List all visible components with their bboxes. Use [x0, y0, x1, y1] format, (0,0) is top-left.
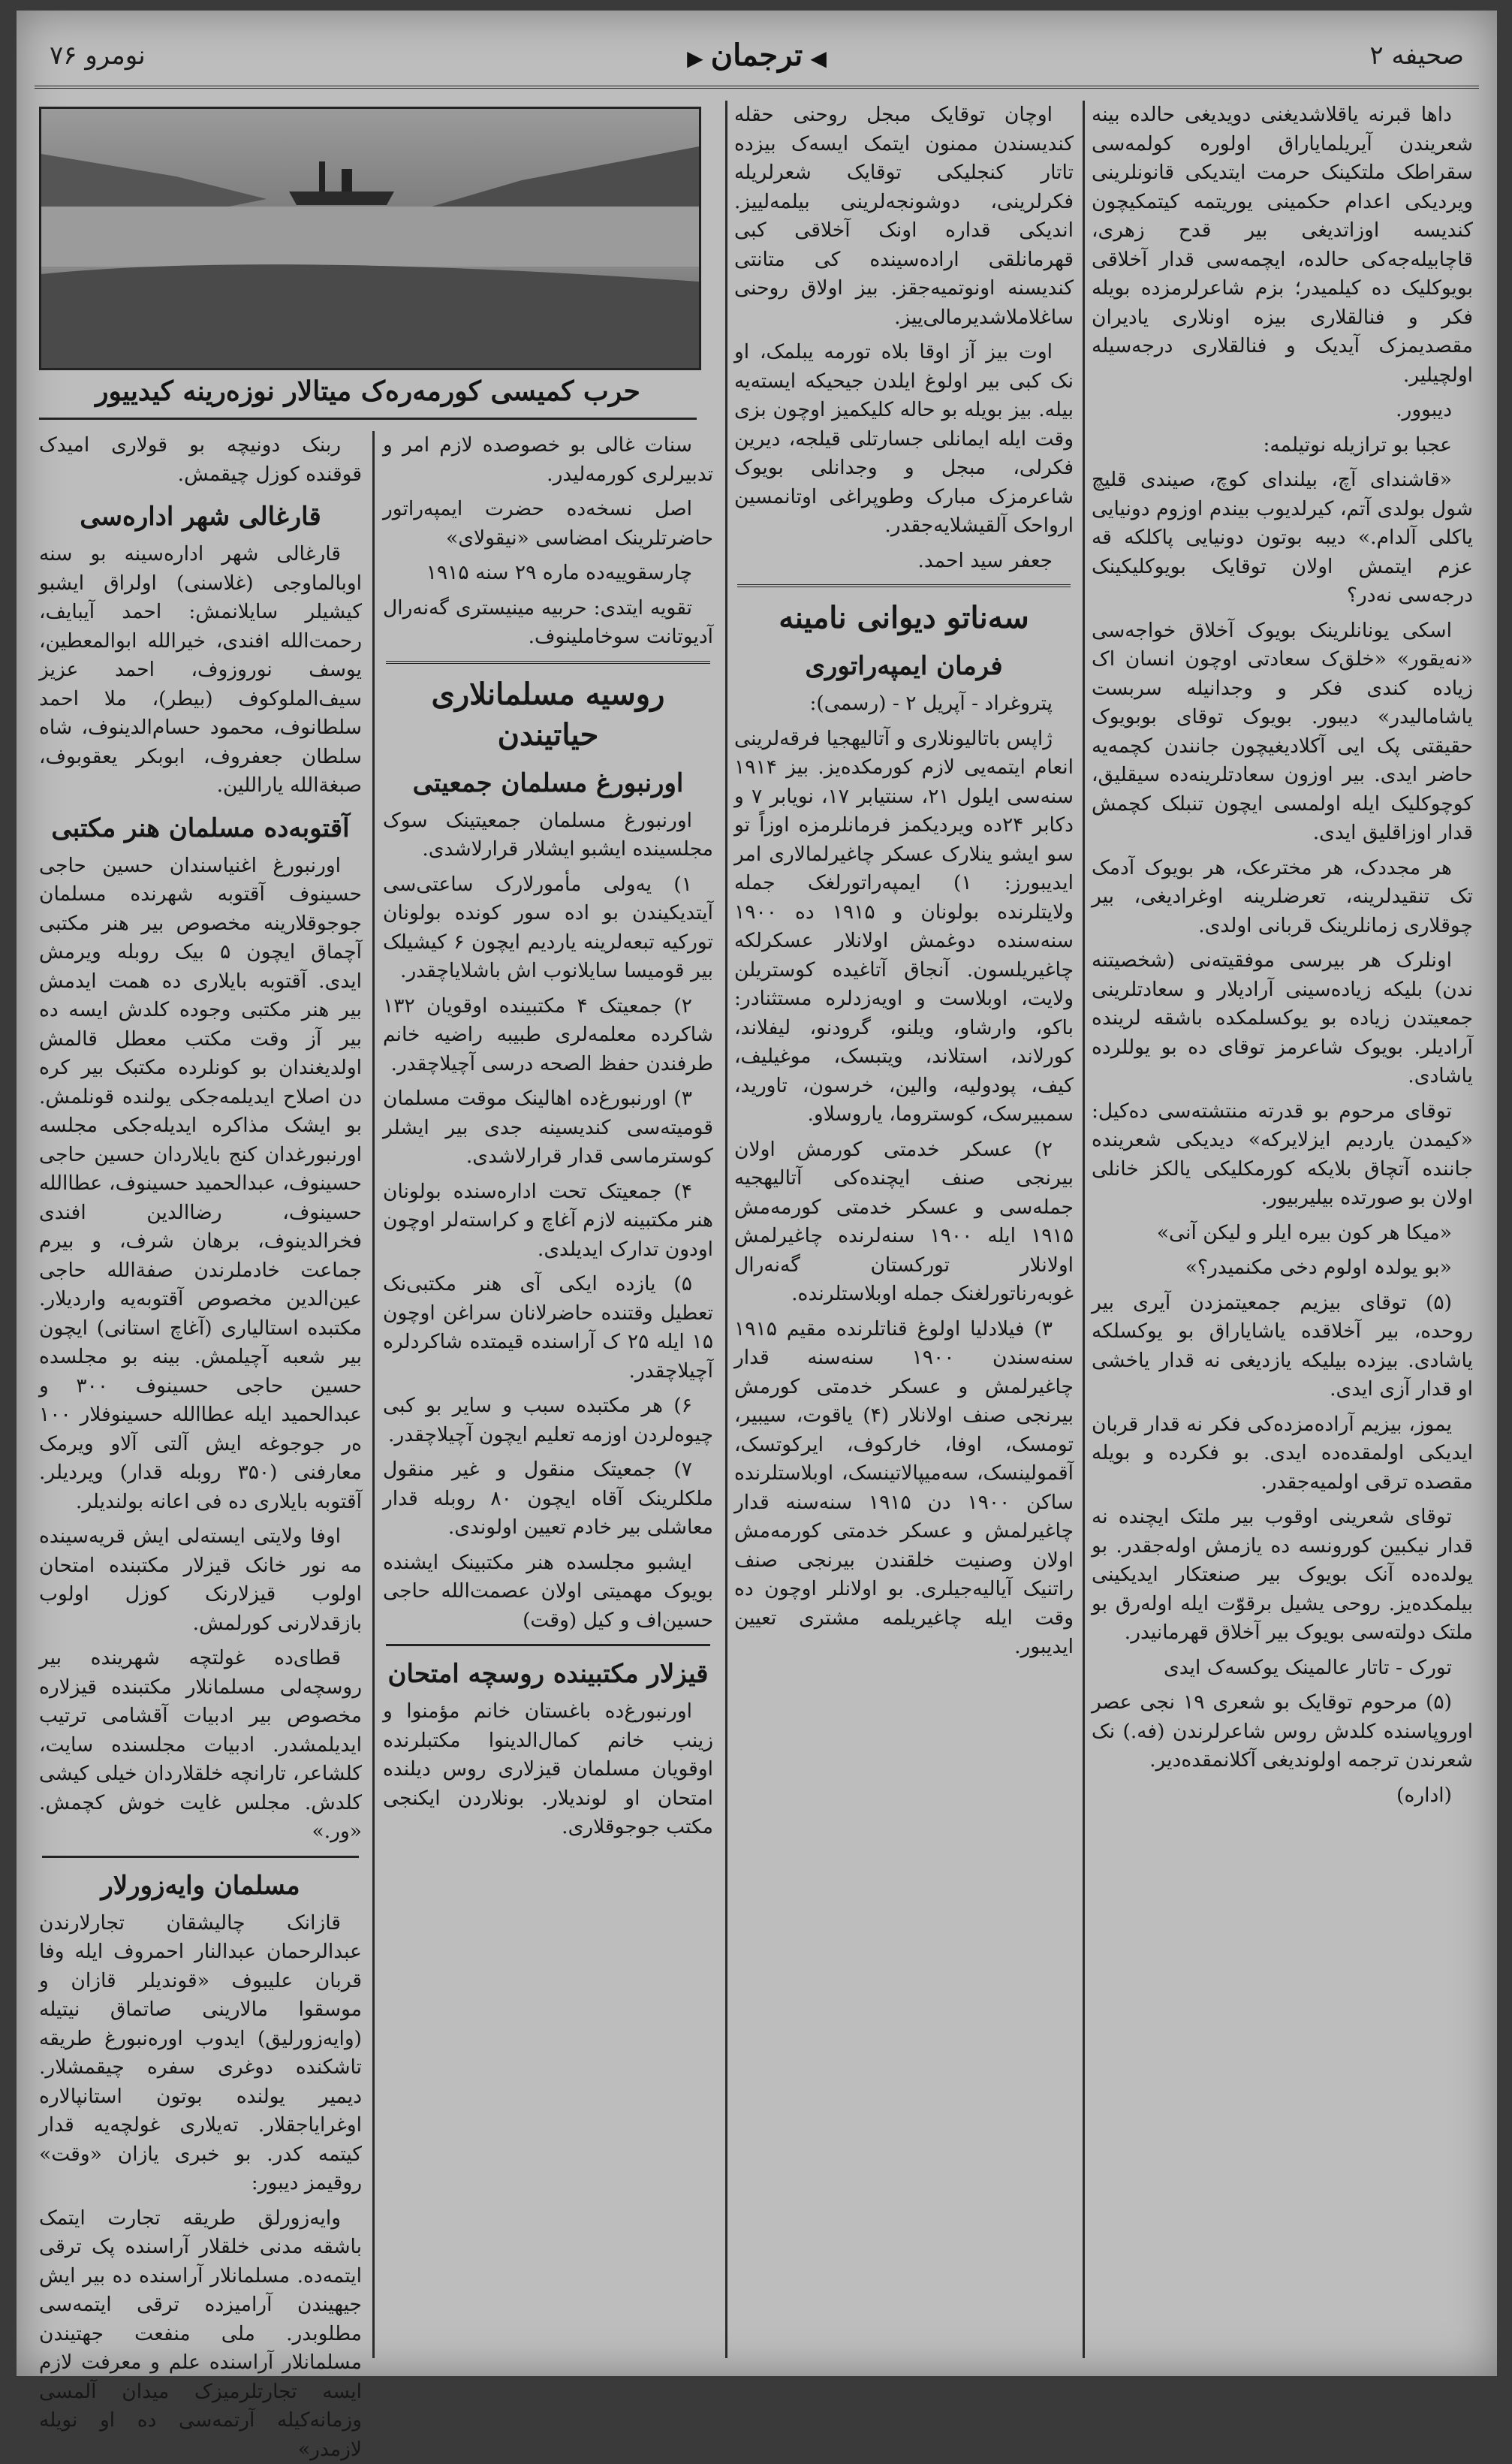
- column-4: [39, 431, 362, 2358]
- paragraph: قطای‌ده غولتچه شهرینده بیر روسچه‌لی مسلمانلار مکتبنده قیزلاره مخصوص بیر ادبیات آقشامی ترتیب ایدیلمشدر. ادبیات مجلسنده سایت، کلشاعر، تارانچه خلقلاردان خیلی کیشی کلدش. مجلس غایت خوش کچمش. «ور.»: [39, 1644, 362, 1847]
- paragraph: اوچان توقایک مبجل روحنی حقله کندیسندن ممنون ایتمک ایسه‌ک بیزده تاتار کنجلیکی توقایک شعرلریله فکرلرینی، دوشونجه‌لرینی بیلمه‌لییز. اندیکی قداره اونک آخلاقی کبی قهرمانلقی اراده‌سینده کی متانتی کندیسنه اونوتمیه‌جقز. بیز اولاق روحنی ساغلاملاشدیرمالی‌ییز.: [734, 101, 1074, 332]
- c4-body-1: [39, 540, 362, 801]
- paragraph: «قاشندای آچ، بیلندای کوچ، صیندی قلیچ شول بولدی آتم، کیرلدیوب بیندم اوزوم دونیایی یاکلی آلدام.» دیبه بوتون دونیایی پاکلکه قه عزم ایتمش اولان توقایک بویوکلیکینک درجه‌سی نه‌در؟: [1092, 466, 1473, 611]
- article-heading: روسیه مسلمانلاری حیاتیندن: [383, 674, 713, 755]
- paragraph: تقویه ایتدی: حربیه مینیستری گه‌نه‌رال آدیوتانت سوخاملینوف.: [383, 594, 713, 652]
- article-subheading: اورنبورغ مسلمان جمعیتی: [383, 766, 713, 801]
- paragraph: اسکی یونانلرینک بویوک آخلاق خواجه‌سی «نه‌یقور» «خلق‌ک سعادتی اوچون انسان اک زیاده کندی فکر و وجدانیله سربست یاشامالیدر» دیبور. بویوک توقای بوبویوک حقیقتی پک ایی آکلادیغیچون جانندن کچمه‌یه حاضر ایدی. بیر اوزون سعادتلرینه‌ده سیقلیق، کوچوکلیک ایله اولمسی ایچون تنبلک کچمش قدار اوزاقلیق ایدی.: [1092, 617, 1473, 848]
- ship-hull: [289, 192, 394, 205]
- paragraph: قارغالی شهر اداره‌سینه بو سنه اوبالماوجی (غلاسنی) اولراق ایشبو کیشیلر سایلانمش: احمد آیبایف، رحمت‌الله افندی، خیرالله ابوالمعطین، یوسف نوروزوف، احمد عزیز سیف‌الملوکوف (بیطر)، ملا احمد سلطانوف، محمود حسام‌الدینوف، شاه سلطان جعفروف، ابوبکر یعقوبوف، صبغة‌الله یاراللین.: [39, 540, 362, 801]
- newspaper-page: [17, 11, 1497, 2376]
- c3-body-3: [383, 1697, 713, 1842]
- paragraph: (اداره): [1092, 1781, 1473, 1811]
- c1-body: [1092, 101, 1473, 1810]
- paragraph: عجبا بو ترازیله نوتیلمه:: [1092, 431, 1473, 460]
- paragraph: ۲) عسکر خدمتی کورمش اولان بیرنجی صنف ایچنده‌کی آتالیهجیه جمله‌سی و عسکر خدمتی کورمه‌مش ۱۹۱۵ ایله ۱۹۰۰ سنه‌لرنده چاغیرلمش اولانلار تورکستان گه‌نه‌رال غوبه‌رناتورلغنک جمله اوبلاستلرنده.: [734, 1135, 1074, 1309]
- paragraph: ۶) هر مکتبده سبب و سایر بو کبی چیوه‌لردن اوزمه تعلیم ایچون آچیلاچقدر.: [383, 1392, 713, 1449]
- page-number: صحیفه ۲: [1369, 41, 1464, 71]
- paragraph: اونلرک هر بیرسی موفقیته‌نی (شخصیتنه ندن) بلیکه زیاده‌سینی آرادیلار و سعادتلرینی جمعیتدن زیاده بو یوکسلمکده باشقه لرینده آرادیلر. بویوک شاعرمز توقای ده بو یوللرده یاشادی.: [1092, 946, 1473, 1091]
- article-heading: سه‌ناتو دیوانی نامینه: [734, 598, 1074, 638]
- c3-body: [383, 431, 713, 652]
- foreground-bank: [41, 264, 699, 368]
- paragraph: دیبوور.: [1092, 396, 1473, 425]
- column-1: [1092, 101, 1473, 2358]
- paragraph: «میکا هر کون بیره ایلر و لیکن آنی»: [1092, 1219, 1473, 1248]
- warship-drawing: [41, 109, 699, 368]
- article-heading: قارغالی شهر اداره‌سی: [39, 499, 362, 534]
- paragraph: توقای مرحوم بو قدرته منتشته‌سی ده‌کیل: «کیمدن یاردیم ایزلایرکه» دیدیکی شعرینده جاننده آتچاق بلایکه کورمکلیکی یالکز خانلی اولان بو صورتده بیلیربیور.: [1092, 1097, 1473, 1213]
- column-rule: [1083, 101, 1085, 2358]
- paragraph: اورنبورغ‌ده باغستان خانم مؤمنوا و زینب خانم کمال‌الدینوا مکتبلرنده اوقویان مسلمان قیزلاری روس دیلنده امتحان او لوندیلار. بونلاردن ایکنجی مکتب جوجوقلاری.: [383, 1697, 713, 1842]
- article-heading: قیزلار مکتبینده روسچه امتحان: [383, 1657, 713, 1691]
- paragraph: توقای شعرینی اوقوب بیر ملتک ایچنده نه قدار نیکبین کورونسه ده یازمش اوله‌جقدر. بو یولده‌ده آنک بویوک بیر صنعتکار ایدیکینی بیلمکده‌یز. روحی یشیل برقوّت ایله اوله‌رق بو ملتک دولته‌سی بویوک بیر آخلاق قهرمانیدر.: [1092, 1503, 1473, 1648]
- paragraph: اصل نسخه‌ده حضرت ایمپه‌راتور حاضرتلرینک امضاسی «نیقولای»: [383, 495, 713, 553]
- paragraph: «بو یولدہ اولوم دخی مکنمیدر؟»: [1092, 1253, 1473, 1283]
- arrow-left-icon: ▶: [687, 46, 703, 71]
- paragraph: ۷) جمعیتک منقول و غیر منقول ملکلرینک آقاه ایچون ۸۰ روبله قدار معاشلی بیر خادم تعیین اولوندی.: [383, 1455, 713, 1543]
- paragraph: قازانک چالیشقان تجارلارندن عبدالرحمان عبدالنار احمروف ایله وفا قربان علیبوف «قوندیلر قازان و موسقوا مالارینی صاتماق نیتیله (وایه‌زورلیق) ایدوب اوره‌نبورغ طریقه تاشکنده دوغری سفره چیقمشلار. دیمیر یولنده بوتون استانپالاره اوغرایاجقلار. ته‌یلاری غولچه‌یه قدار کیتمه کدر. بو خبری یازان «وقت» روقیمز دیبور:: [39, 1909, 362, 2198]
- divider: [386, 1644, 710, 1646]
- c4-body: [39, 431, 362, 489]
- column-rule: [725, 101, 727, 2358]
- warship-illustration: [39, 107, 701, 370]
- paragraph: اورنبورغ اغنیاسندان حسین حاجی حسینوف آقتوبه شهرنده مسلمان جوجوقلارینه مخصوص بیر هنر مکتبی آچماق ایچون ۵ بیک روبله ویرمش ایدی. آقتوبه بایلاری ده همت ایدمش بیر هنر مکتبی وجوده کلدش ایسه ده بیر آز وقت مکتب معطل قالمش اولدیغندان بو کونلرده مکتبک بیر کره دن اصلاح ایدیلمه‌جکی یولنده قونلمش. بو ایشک مذاکره ایدیله‌جکی مجلسه اورنبورغدان کنج بایلاردان حسین حاجی حسینوف، عبدالحمید حسینوف، عطاالله حسینوف، رضاالدین افندی فخرالدینوف، برهان شرف، و بیرم جماعت خادملرندن صفة‌الله حاجی عین‌الدین مخصوص آقتوبه‌یه واردیلار. مکتبده استالیاری (آغاچ استانی) ایچون بیر شعبه آچیلمش. بینه بو مجلسده حسین حاجی حسینوف ۳۰۰ و عبدالحمید ایله عطاالله حسینوفلار ۱۰۰ ه‌ر جوجوغه ایش آلتی آلاو ویرمک معارفنی (۳۵۰ روبله قدار) ویردیلر. آقتوبه بایلاری ده فی اعانه بولندیلر.: [39, 852, 362, 1517]
- illustration-caption: حرب کمیسی کورمه‌ره‌ک میتالار نوزه‌رینه کیدییور: [39, 375, 697, 420]
- paragraph: اورنبورغ مسلمان جمعیتینک سوک مجلسینده ایشبو ایشلار قرارلاشدی.: [383, 807, 713, 864]
- c4-body-3: [39, 1909, 362, 2464]
- column-3: [383, 431, 713, 2358]
- c2-body: [734, 101, 1074, 575]
- paragraph: ۴) جمعیتک تحت اداره‌سنده بولونان هنر مکتبینه لازم آغاچ و کراسته‌لر اوچون اودون تدارک ایدیلدی.: [383, 1178, 713, 1265]
- paragraph: ۵) یازده ایکی آی هنر مکتبی‌نک تعطیل وقتنده حاضرلانان سراغن اوچون ۱۵ ایله ۲۵ ک آراسنده قیمتده شاکردلره آچیلاچقدر.: [383, 1270, 713, 1386]
- divider: [386, 661, 710, 664]
- newspaper-title-text: ترجمان: [711, 38, 803, 73]
- article-subheading: فرمان ایمپه‌راتوری: [734, 649, 1074, 683]
- c3-body-2: [383, 807, 713, 1636]
- paragraph: چارسقوییه‌ده ماره ۲۹ سنه ۱۹۱۵: [383, 559, 713, 588]
- paragraph: ژاپس باتالیونلاری و آتالیهجیا فرقه‌لرینی انعام ایتمه‌یی لازم کورمکده‌یز. بیز ۱۹۱۴ سنه‌سی ایلول ۲۱، سنتیابر ۱۷، نویابر ۷ و دکابر ۲۴ده ویردیکمز فرمانلرمزه اوزاً تو سو ایشو ینلارک عسکر چاغیرلمالاری امر ایدیبورز: ۱) ایمپه‌راتورلغک جمله ولایتلرنده بولونان و ۱۹۱۵ ده ۱۹۰۰ سنه‌سنده دوغمش اولانلار عسکرلکه چاغیریلسون. آنجاق آتاغیده کوستریلن ولایت، اوبلاست و اویه‌زدلره مستثنادر: باکو، وارشاو، ویلنو، گرودنو، لیفلاند، کورلاند، استلاند، ویتبسک، موغیلیف، کیف، پودولیه، والین، خرسون، تاورید، سمبیرسک، کوستروما، یاروسلاو.: [734, 725, 1074, 1129]
- paragraph: (۵) توقای بیزیم جمعیتمزدن آیری بیر روحده، بیر آخلاقده یاشایاراق بو یوکسلکه یاشادی. بیزده بیلیکه یازدیغی نه قدار یاخشی او قدار آزی ایدی.: [1092, 1289, 1473, 1404]
- paragraph: یموز، بیزیم آراده‌مزده‌کی فکر نه قدار قربان ایدیکی اولمقده‌ده ایدی. بو فکرده و بویله مقصده ترقی اولمیه‌جقدر.: [1092, 1410, 1473, 1497]
- paragraph: ایشبو مجلسده هنر مکتبینک ایشنده بویوک مهمیتی اولان عصمت‌الله حاجی حسین‌اف و کیل (وقت): [383, 1549, 713, 1636]
- paragraph: پتروغراد - آپریل ۲ - (رسمی):: [734, 689, 1074, 719]
- newspaper-title: [679, 38, 834, 73]
- paragraph: ربنک دونیچه بو قولاری امیدک قوقنده کوزل چیقمش.: [39, 431, 362, 489]
- column-rule: [372, 431, 375, 2358]
- column-2: [734, 101, 1074, 2358]
- paragraph: تورک - تاتار عالمینک یوکسه‌ک ایدی: [1092, 1654, 1473, 1683]
- paragraph: ۱) یه‌ولی مأمورلارک ساعتی‌سی آیتدیکیندن بو اده سور کونده بولونان تورکیه تبعه‌لرینه یاردیم ایچون ۶ کیشیلک بیر قومیسا سایلانوب اش باشلایاچقدر.: [383, 870, 713, 986]
- article-heading: مسلمان وایه‌زورلار: [39, 1868, 362, 1903]
- paragraph: داها قبرنه یاقلاشدیغنی دویدیغی حالده بینه شعریندن آیریلمایاراق اولوره کولمه‌سی سقراطک ملتکینک حرمت ایتدیکی قانونلرینی ویردیکی اعدام حکمینی یوریتمه کیتمکیچون کندیسه اوزاتدیغی بیر قدح زهری، قاچابیله‌جه‌کی حالده، ایچمه‌سی قدار آخلاقی بویوکلیک ده کیلمیدر؛ بزم شاعرلرمزده بویله فکر و فنالقلاری بیزه اونلاری یادیران مقصدیمزک آیدیک و فنالقلاری درجه‌سیله اولچیلیر.: [1092, 101, 1473, 390]
- issue-number: نومرو ۷۶: [50, 41, 146, 71]
- article-heading: آقتوبه‌ده مسلمان هنر مکتبی: [39, 811, 362, 846]
- masthead: [35, 33, 1479, 89]
- paragraph: اوفا ولایتی ایسته‌لی ایش قریه‌سینده مه نور خانک قیزلار مکتبنده امتحان اولوب قیزلارنک کوزل اولوب بازقدلارنی کورلمش.: [39, 1522, 362, 1638]
- c4-body-2: [39, 852, 362, 1847]
- ship-funnel: [342, 169, 352, 192]
- divider: [737, 584, 1071, 587]
- paragraph: ۳) اورنبورغ‌ده اهالینک موقت مسلمان قومیته‌سی کندیسینه جدی بیر ایشلر کوسترماسی قدار قرارلاشدی.: [383, 1084, 713, 1172]
- paragraph: جعفر سید احمد.: [734, 547, 1074, 576]
- paragraph: (۵) مرحوم توقایک بو شعری ۱۹ نجی عصر اوروپاسنده کلدش روس شاعرلرندن (فه.) نک شعرندن ترجمه اولوندیغی آکلانمقده‌دیر.: [1092, 1688, 1473, 1775]
- paragraph: ۳) فیلادلیا اولوغ قناتلرنده مقیم ۱۹۱۵ سنه‌سندن ۱۹۰۰ سنه‌سنه قدار چاغیرلمش و عسکر خدمتی کورمش بیرنجی صنف اولانلار (۴) یاقوت، سیبیر، تومسک، اوفا، خارکوف، ایرکوتسک، آقمولینسک، سه‌میپالاتینسک، اوبلاستلرنده ساکن ۱۹۰۰ دن ۱۹۱۵ سنه‌سنه قدار چاغیرلمش و عسکر خدمتی کورمه‌مش اولان وصنیت خلقندن بیرنجی صنف راتنیک آیالیه‌جیلری. بو اولانلر اوچون ده وقت ایله چاغیریلمه مشتری تعیین ایدیبور.: [734, 1315, 1074, 1662]
- divider: [42, 1856, 359, 1858]
- paragraph: ۲) جمعیتک ۴ مکتبینده اوقویان ۱۳۲ شاکرده معلمه‌لری طبیبه راضیه خانم طرفندن حفظ الصحه درسی آچیلاچقدر.: [383, 992, 713, 1079]
- paragraph: وایه‌زورلق طریقه تجارت ایتمک باشقه مدنی خلقلار آراسنده پک ترقی ایتمه‌ده. مسلمانلار آراسنده ده بیر ایش جیهیندن آرامیزده ترقی ایتمه‌سی مطلوبدر. ملی منفعت جهتیندن مسلمانلار آراسنده علم و معرفت لازم ایسه تجارتلرمیزک میدان آلمسی وزمانه‌کیله آرتمه‌سی ده او نویله لازمدر»: [39, 2204, 362, 2464]
- paragraph: هر مجددک، هر مخترعک، هر بویوک آدمک تک تنقیدلرینه، تعرضلرینه اوغرادیغی، بیر چوقلاری زمانلرینک قربانی اولدی.: [1092, 854, 1473, 941]
- c2-body-2: [734, 689, 1074, 1662]
- ship-mast: [319, 161, 325, 192]
- arrow-right-icon: ◀: [810, 46, 827, 71]
- paragraph: اوت بیز آز اوقا بلاه تورمه یبلمک، او نک کبی بیر اولوغ ایلدن جیحیکه ایسته‌یه بیله. بیز بویله بو حاله کلیکمیز اوچون بزی وقت ایله ایمانلی جسارتلی قیلجه، دیرین فکرلی، مبجل و وجدانلی بویوک شاعرمزک مبارک وطوپراغی اوتانمسین ارواحک آلقیشلایه‌جقدر.: [734, 338, 1074, 541]
- paragraph: سنات غالی بو خصوصده لازم امر و تدبیرلری کورمه‌لیدر.: [383, 431, 713, 489]
- water: [41, 207, 699, 267]
